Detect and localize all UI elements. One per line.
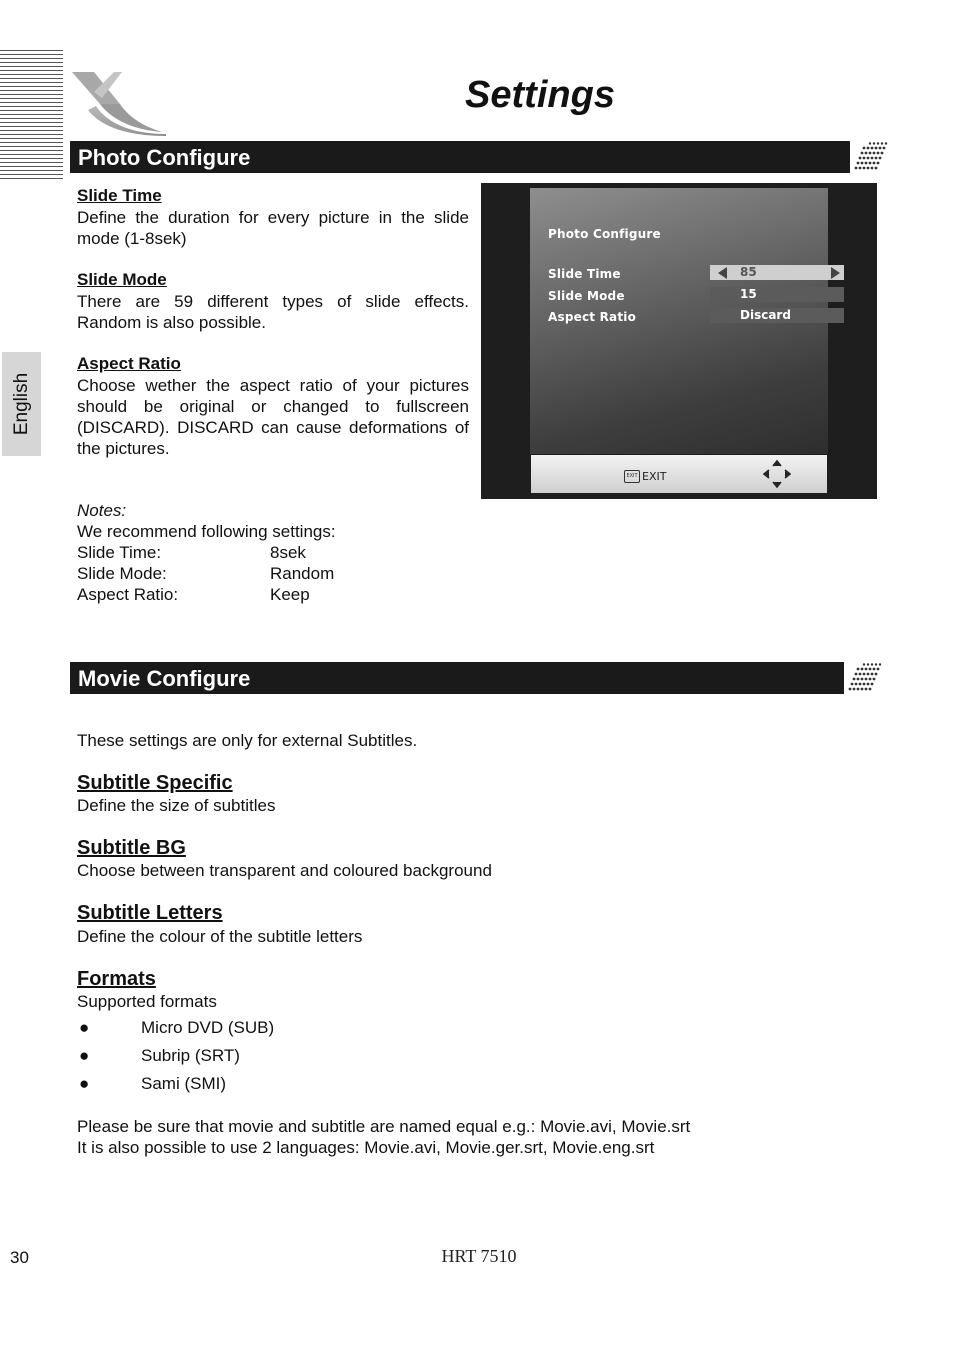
recommendation-key: Aspect Ratio: (77, 585, 179, 604)
arrow-left-icon (718, 267, 727, 279)
slide-time-description: Define the duration for every picture in the slide mode (1-8sek) (77, 208, 469, 248)
brand-logo (70, 70, 168, 136)
navigation-arrows-icon (763, 459, 791, 489)
page-title: Settings (465, 74, 615, 116)
subtitle-specific-heading: Subtitle Specific (77, 772, 233, 794)
recommendation-value: Random (270, 564, 335, 583)
subtitle-specific-description: Define the size of subtitles (77, 796, 276, 815)
subtitle-letters-heading: Subtitle Letters (77, 902, 223, 924)
recommendation-key: Slide Time: (77, 543, 162, 562)
decorative-stripes (0, 50, 63, 180)
bullet-icon: ● (79, 1046, 90, 1065)
aspect-ratio-heading: Aspect Ratio (77, 354, 181, 373)
slide-mode-heading: Slide Mode (77, 270, 167, 289)
list-item (77, 1046, 477, 1068)
exit-key-icon: EXIT (624, 470, 640, 483)
subtitle-letters-description: Define the colour of the subtitle letters (77, 927, 363, 946)
osd-label-slide-time: Slide Time (548, 267, 621, 281)
footer-model-name: HRT 7510 (441, 1246, 517, 1266)
bullet-icon: ● (79, 1074, 90, 1093)
recommendation-key: Slide Mode: (77, 564, 167, 583)
osd-label-aspect-ratio: Aspect Ratio (548, 310, 637, 324)
osd-menu-panel (530, 188, 828, 454)
language-tab (2, 352, 41, 456)
naming-note: Please be sure that movie and subtitle are named equal e.g.: Movie.avi, Movie.srt (77, 1117, 691, 1136)
movie-intro: These settings are only for external Subtitles. (77, 731, 418, 750)
osd-value-aspect-ratio: Discard (740, 308, 791, 322)
dot-pattern-decoration (852, 141, 890, 173)
languages-note: It is also possible to use 2 languages: Movie.avi, Movie.ger.srt, Movie.eng.srt (77, 1138, 655, 1157)
osd-field-slide-time (710, 265, 844, 280)
subtitle-bg-heading: Subtitle BG (77, 837, 186, 859)
format-item: Micro DVD (SUB) (141, 1018, 275, 1037)
movie-configure-title: Movie Configure (78, 666, 251, 691)
page-number: 30 (10, 1248, 29, 1267)
osd-label-slide-mode: Slide Mode (548, 289, 625, 303)
osd-title: Photo Configure (548, 227, 661, 241)
format-item: Sami (SMI) (141, 1074, 226, 1093)
osd-value-slide-time: 85 (740, 265, 757, 279)
notes-intro: We recommend following settings: (77, 522, 336, 541)
exit-label: EXIT (642, 470, 667, 483)
list-item (77, 1018, 477, 1040)
osd-field-slide-mode (710, 287, 844, 302)
dot-pattern-decoration (846, 662, 884, 694)
photo-configure-bar (70, 141, 850, 173)
format-item: Subrip (SRT) (141, 1046, 240, 1065)
formats-heading: Formats (77, 968, 156, 990)
list-item (77, 1074, 477, 1096)
arrow-right-icon (831, 267, 840, 279)
osd-value-slide-mode: 15 (740, 287, 757, 301)
formats-description: Supported formats (77, 992, 217, 1011)
recommendation-value: 8sek (270, 543, 306, 562)
photo-configure-title: Photo Configure (78, 145, 251, 170)
slide-mode-description: There are 59 different types of slide effects. Random is also possible. (77, 292, 469, 332)
osd-footer-bar (531, 455, 827, 493)
photo-configure-osd-screenshot (481, 183, 877, 499)
osd-field-aspect-ratio (710, 308, 844, 323)
notes-label: Notes: (77, 501, 127, 520)
recommendation-value: Keep (270, 585, 310, 604)
subtitle-bg-description: Choose between transparent and coloured background (77, 861, 492, 880)
bullet-icon: ● (79, 1018, 90, 1037)
slide-time-heading: Slide Time (77, 186, 162, 205)
aspect-ratio-description: Choose wether the aspect ratio of your pictures should be original or changed to fullscreen (DISCARD). DISCARD can cause deformations of the pictures. (77, 376, 469, 458)
movie-configure-bar (70, 662, 844, 694)
language-label: English (10, 372, 32, 436)
